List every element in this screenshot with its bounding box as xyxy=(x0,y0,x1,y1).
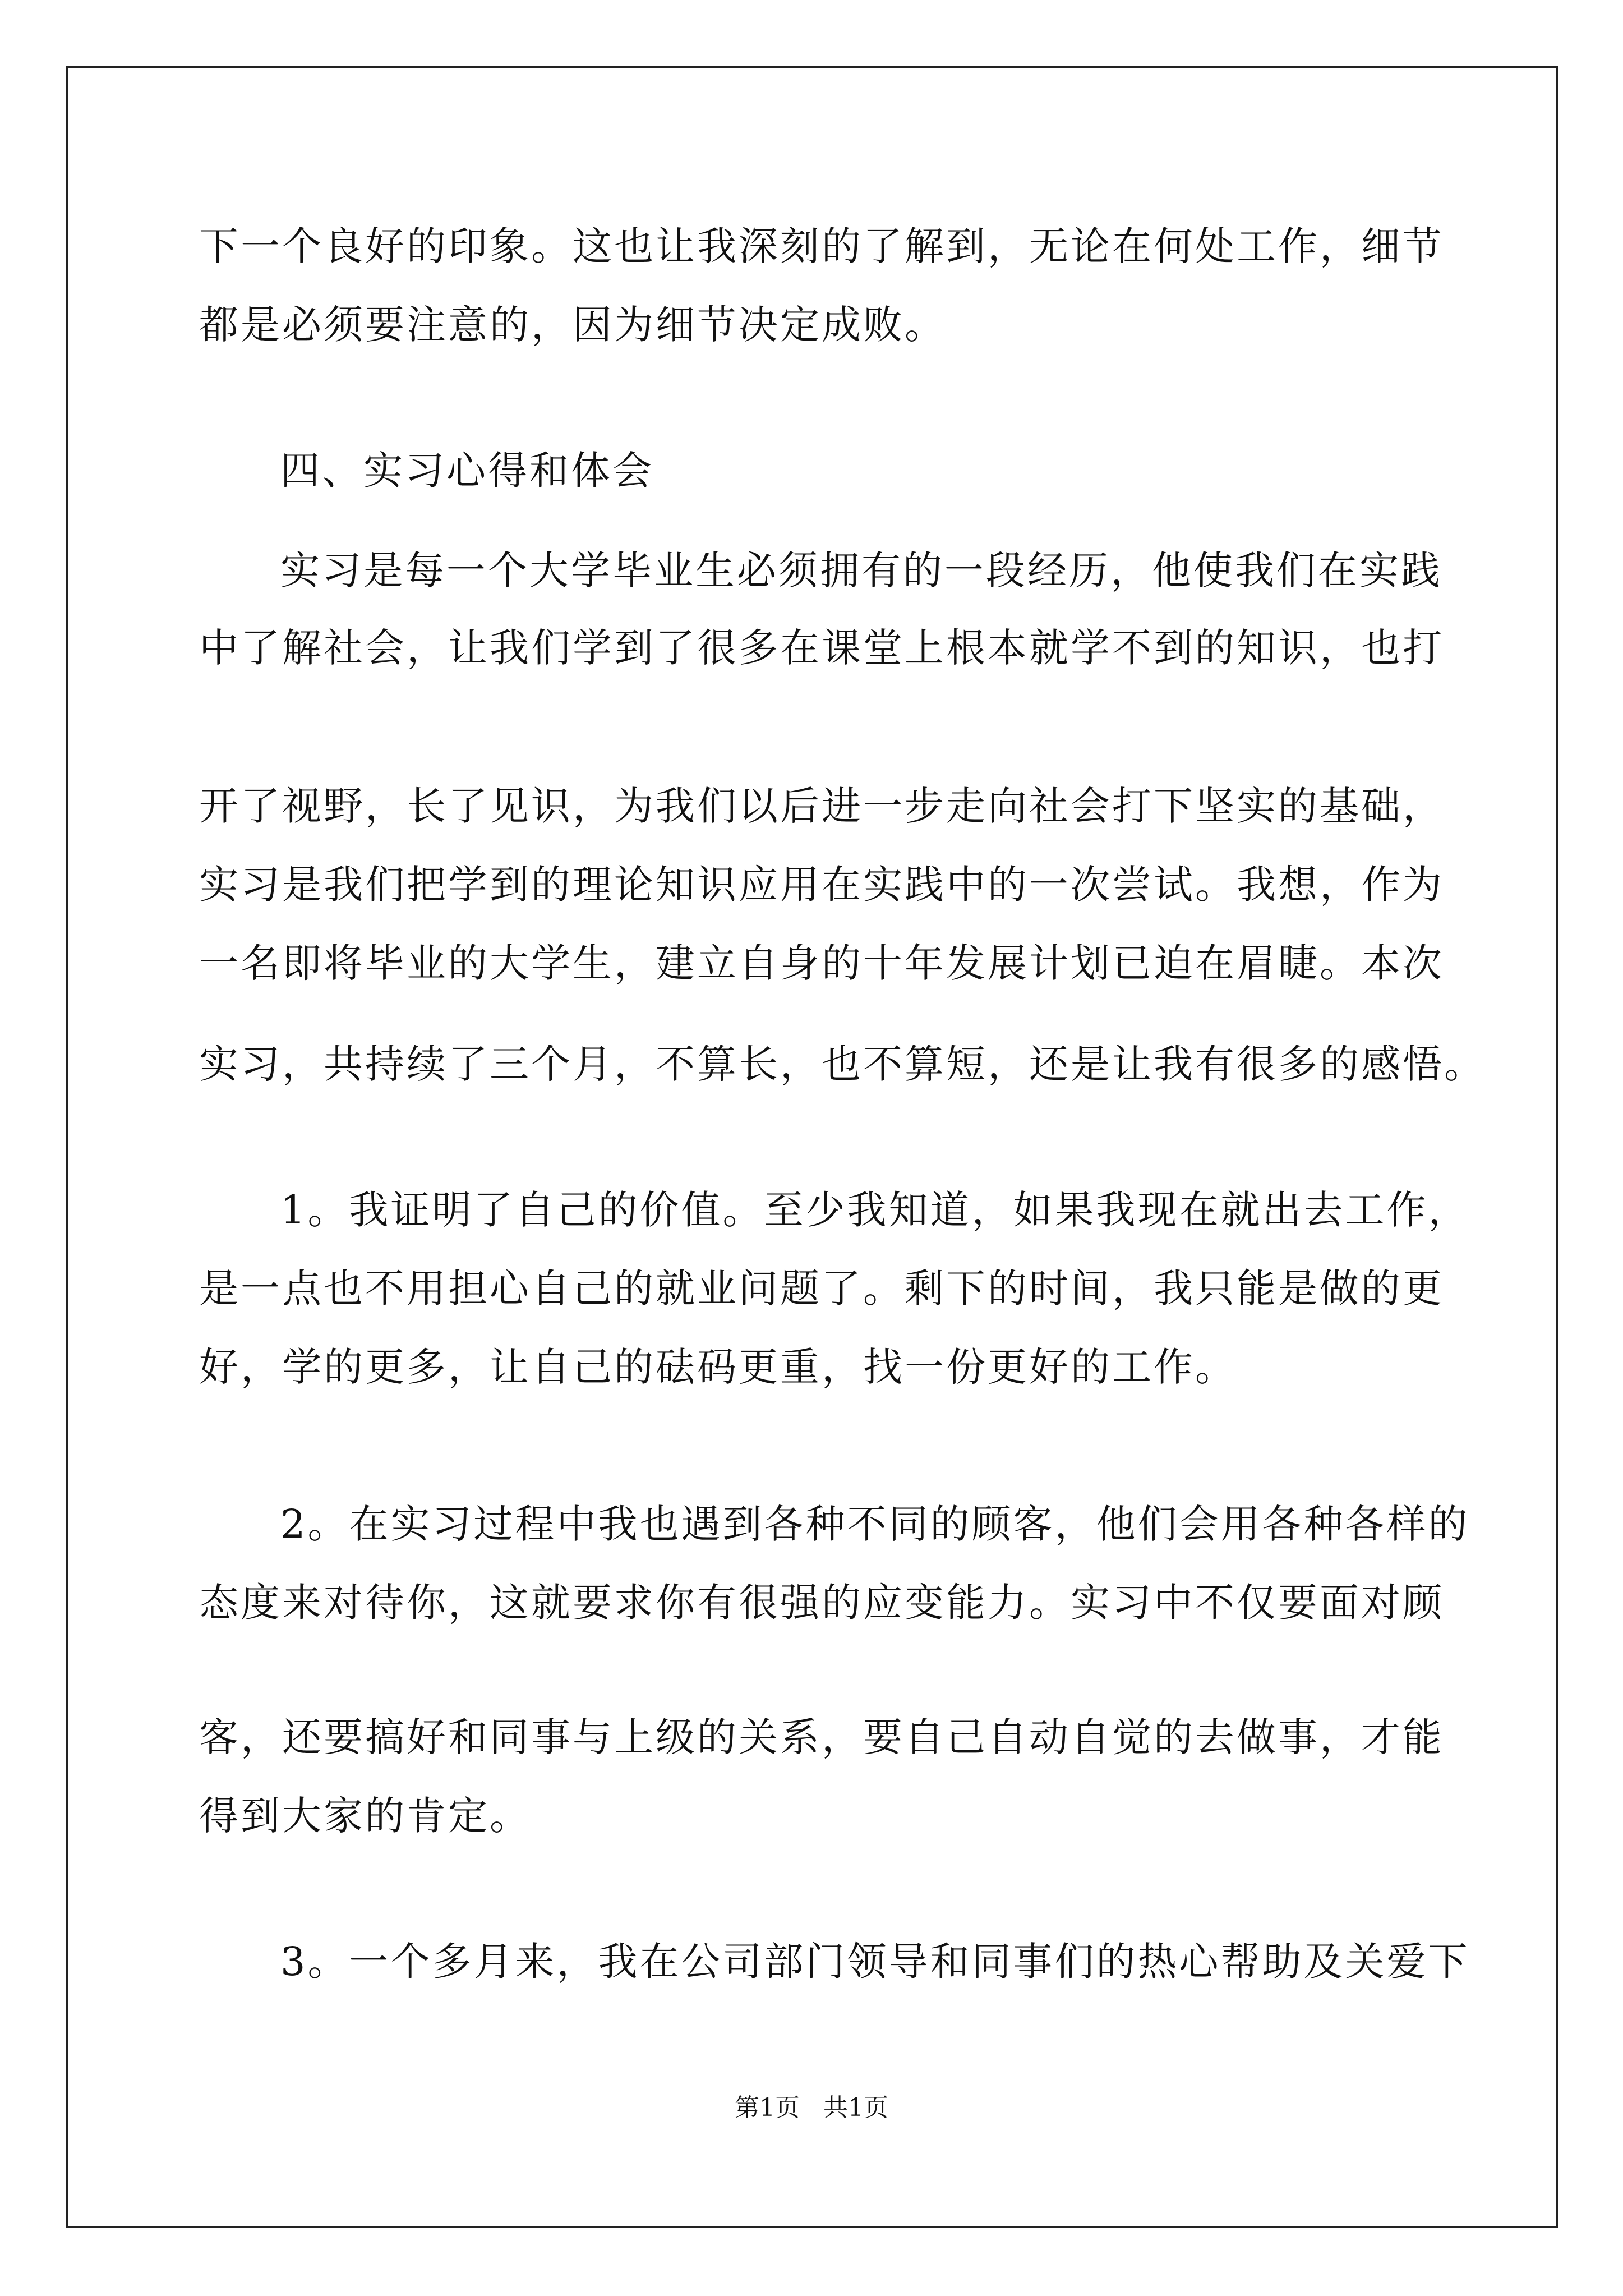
paragraph-line: 是一点也不用担心自己的就业问题了。剩下的时间，我只能是做的更 xyxy=(199,1266,1444,1312)
page-border xyxy=(66,66,1558,2228)
paragraph-line: 2。在实习过程中我也遇到各种不同的顾客，他们会用各种各样的 xyxy=(280,1501,1470,1547)
paragraph-line: 开了视野，长了见识，为我们以后进一步走向社会打下坚实的基础， xyxy=(199,783,1444,829)
paragraph-line: 客，还要搞好和同事与上级的关系，要自己自动自觉的去做事，才能 xyxy=(199,1714,1444,1760)
paragraph-line: 态度来对待你，这就要求你有很强的应变能力。实习中不仅要面对顾 xyxy=(199,1580,1444,1626)
paragraph-line: 一名即将毕业的大学生，建立自身的十年发展计划已迫在眉睫。本次 xyxy=(199,940,1444,986)
paragraph-line: 实习是我们把学到的理论知识应用在实践中的一次尝试。我想，作为 xyxy=(199,862,1444,908)
section-heading: 四、实习心得和体会 xyxy=(280,448,654,494)
paragraph-line: 下一个良好的印象。这也让我深刻的了解到，无论在何处工作，细节 xyxy=(199,223,1444,269)
paragraph-line: 好，学的更多，让自己的砝码更重，找一份更好的工作。 xyxy=(199,1344,1237,1390)
paragraph-line: 中了解社会，让我们学到了很多在课堂上根本就学不到的知识，也打 xyxy=(199,625,1444,671)
paragraph-line: 实习是每一个大学毕业生必须拥有的一段经历，他使我们在实践 xyxy=(280,547,1442,593)
paragraph-line: 都是必须要注意的，因为细节决定成败。 xyxy=(199,302,946,348)
paragraph-line: 3。一个多月来，我在公司部门领导和同事们的热心帮助及关爱下 xyxy=(280,1939,1470,1985)
paragraph-line: 实习，共持续了三个月，不算长，也不算短，还是让我有很多的感悟。 xyxy=(199,1041,1486,1087)
paragraph-line: 得到大家的肯定。 xyxy=(199,1793,531,1839)
page-footer: 第1页 共1页 xyxy=(735,2093,888,2122)
paragraph-line: 1。我证明了自己的价值。至少我知道，如果我现在就出去工作， xyxy=(280,1187,1470,1233)
